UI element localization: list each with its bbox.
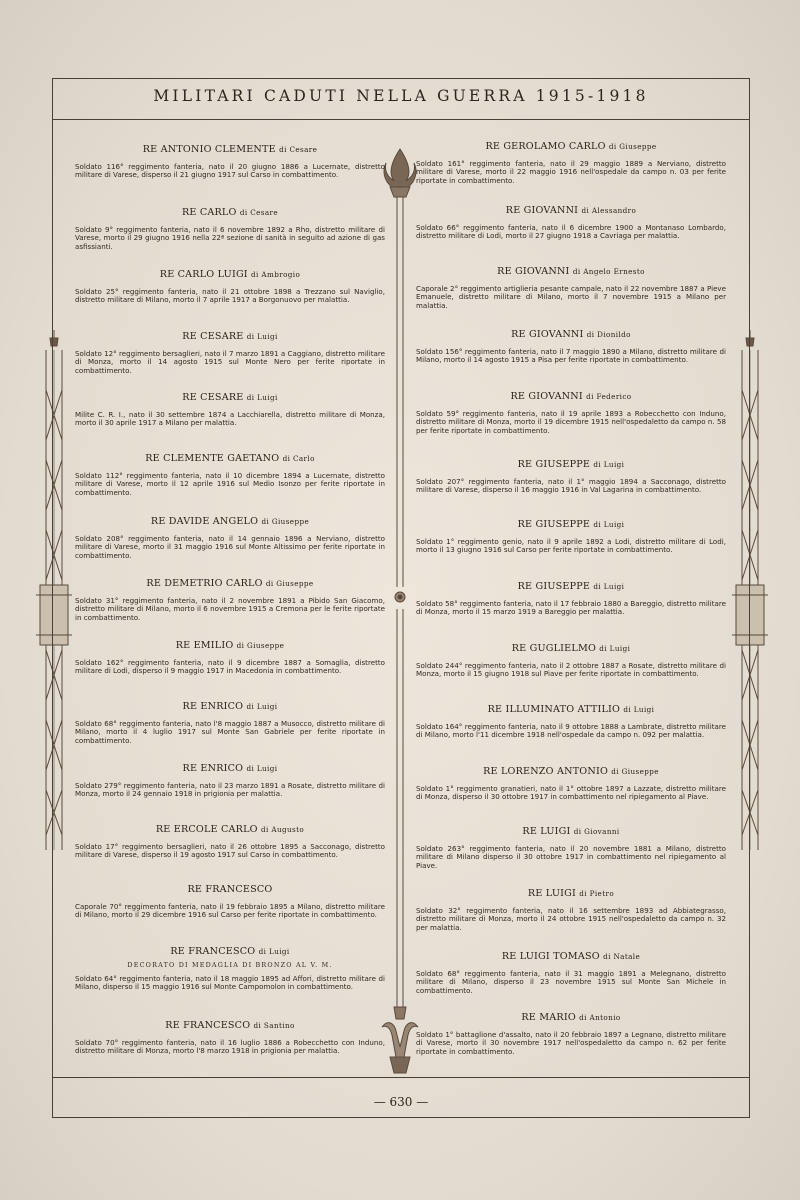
entry-name: RE GIUSEPPE di Luigi bbox=[517, 459, 625, 470]
entry-name: RE FRANCESCO di Santino bbox=[165, 1020, 295, 1031]
entry bbox=[75, 453, 385, 497]
entry bbox=[416, 643, 726, 679]
entry-name: RE CESARE di Luigi bbox=[182, 331, 278, 342]
entry bbox=[75, 701, 385, 745]
entry-name: RE GIOVANNI di Angelo Ernesto bbox=[497, 266, 645, 277]
entry-name: RE FRANCESCO di Luigi bbox=[170, 946, 290, 957]
entry-text: Soldato 32° reggimento fanteria, nato il 16 settembre 1893 ad Abbiategrasso, distretto militare di Monza, morto il 24 ottobre 1915 nell'ospedaletto da campo n. 32 per malattia. bbox=[416, 906, 726, 932]
entry-text: Caporale 70° reggimento fanteria, nato il 19 febbraio 1895 a Milano, distretto militare di Milano, morto il 29 dicembre 1916 sul Carso per ferite riportate in combattimento. bbox=[75, 902, 385, 920]
entry bbox=[75, 824, 385, 860]
page-number: — 630 — bbox=[373, 1095, 429, 1109]
entry-text: Soldato 162° reggimento fanteria, nato il 9 dicembre 1887 a Somaglia, distretto militare di Lodi, disperso il 9 maggio 1917 in Macedonia in combattimento. bbox=[75, 658, 385, 676]
entry-name: RE LORENZO ANTONIO di Giuseppe bbox=[483, 766, 659, 777]
entry-text: Soldato 64° reggimento fanteria, nato il 18 maggio 1895 ad Affori, distretto militare di Milano, disperso il 15 maggio 1916 sul Monte Campomolon in combattimento. bbox=[75, 974, 385, 992]
entry bbox=[75, 144, 385, 180]
entry-text: Soldato 17° reggimento bersaglieri, nato il 26 ottobre 1895 a Sacconago, distretto militare di Varese, disperso il 19 agosto 1917 sul Carso in combattimento. bbox=[75, 842, 385, 860]
entry-name: RE LUIGI di Pietro bbox=[527, 888, 615, 899]
entry bbox=[75, 640, 385, 676]
entry bbox=[75, 1020, 385, 1056]
entry bbox=[416, 951, 726, 995]
entry-name: RE EMILIO di Giuseppe bbox=[175, 640, 285, 651]
entry-text: Soldato 156° reggimento fanteria, nato il 7 maggio 1890 a Milano, distretto militare di Milano, morto il 14 agosto 1915 a Pisa per ferite riportate in combattimento. bbox=[416, 347, 726, 365]
entry-text: Soldato 66° reggimento fanteria, nato il 6 dicembre 1900 a Montanaso Lombardo, distretto militare di Lodi, morto il 27 giugno 1918 a Cavriaga per malattia. bbox=[416, 223, 726, 241]
entry-text: Soldato 244° reggimento fanteria, nato il 2 ottobre 1887 a Rosate, distretto militare di Monza, morto il 15 giugno 1918 sul Piave per ferite riportate in combattimento. bbox=[416, 661, 726, 679]
entry-text: Soldato 12° reggimento bersaglieri, nato il 7 marzo 1891 a Caggiano, distretto militare di Monza, morto il 14 agosto 1915 sul Monte Nero per ferite riportate in combattimento. bbox=[75, 349, 385, 375]
entry bbox=[416, 205, 726, 241]
entry-text: Soldato 1° battaglione d'assalto, nato il 20 febbraio 1897 a Legnano, distretto militare di Varese, morto il 30 novembre 1917 nell'ospedaletto da campo n. 62 per ferite riportate in combattimento. bbox=[416, 1030, 726, 1056]
entry bbox=[416, 766, 726, 802]
entry-name: RE GIOVANNI di Alessandro bbox=[505, 205, 637, 216]
entry-text: Soldato 263° reggimento fanteria, nato il 20 novembre 1881 a Milano, distretto militare di Milano disperso il 30 ottobre 1917 in combattimento nel ripiegamento al Piave. bbox=[416, 844, 726, 870]
entry-name: RE CLEMENTE GAETANO di Carlo bbox=[145, 453, 315, 464]
entry-name: RE DEMETRIO CARLO di Giuseppe bbox=[146, 578, 314, 589]
entry bbox=[416, 329, 726, 365]
entry-name: RE DAVIDE ANGELO di Giuseppe bbox=[150, 516, 310, 527]
entry bbox=[416, 141, 726, 185]
entry-text: Soldato 58° reggimento fanteria, nato il 17 febbraio 1880 a Bareggio, distretto militare di Monza, morto il 15 marzo 1919 a Bareggio per malattia. bbox=[416, 599, 726, 617]
entry-text: Soldato 279° reggimento fanteria, nato il 23 marzo 1891 a Rosate, distretto militare di Monza, morto il 24 gennaio 1918 in prigionia per malattia. bbox=[75, 781, 385, 799]
entry bbox=[416, 519, 726, 555]
entry-name: RE LUIGI TOMASO di Natale bbox=[501, 951, 641, 962]
entry-name: RE GIOVANNI di Dionildo bbox=[511, 329, 631, 340]
entry-text: Soldato 161° reggimento fanteria, nato il 29 maggio 1889 a Nerviano, distretto militare di Varese, morto il 22 maggio 1916 nell'ospedale da campo n. 03 per ferite riportate in combattimento. bbox=[416, 159, 726, 185]
entry-text: Soldato 208° reggimento fanteria, nato il 14 gennaio 1896 a Nerviano, distretto militare di Varese, morto il 31 maggio 1916 sul Monte Altissimo per ferite riportate in combattimento. bbox=[75, 534, 385, 560]
entry bbox=[75, 884, 385, 920]
entry bbox=[416, 888, 726, 932]
entry-text: Soldato 1° reggimento granatieri, nato il 1° ottobre 1897 a Lazzate, distretto militare di Monza, disperso il 30 ottobre 1917 in combattimento nel ripiegamento al Piave. bbox=[416, 784, 726, 802]
entry bbox=[416, 826, 726, 870]
entry bbox=[416, 1012, 726, 1056]
entry-name: RE LUIGI di Giovanni bbox=[522, 826, 620, 837]
entry-name: RE ANTONIO CLEMENTE di Cesare bbox=[142, 144, 318, 155]
entry-name: RE GIUSEPPE di Luigi bbox=[517, 581, 625, 592]
entry-text: Caporale 2° reggimento artiglieria pesante campale, nato il 22 novembre 1887 a Pieve Emanuele, distretto militare di Milano, morto il 7 novembre 1915 a Milano per malattia. bbox=[416, 284, 726, 310]
entry bbox=[416, 704, 726, 740]
entry-name: RE CARLO di Cesare bbox=[181, 207, 279, 218]
page-title: MILITARI CADUTI NELLA GUERRA 1915-1918 bbox=[153, 87, 649, 105]
entry bbox=[75, 392, 385, 428]
entry bbox=[75, 578, 385, 622]
entry-text: Soldato 9° reggimento fanteria, nato il 6 novembre 1892 a Rho, distretto militare di Varese, morto il 29 giugno 1916 nella 22ª sezione di sanità in seguito ad azione di gas asfissianti. bbox=[75, 225, 385, 251]
entry-text: Soldato 1° reggimento genio, nato il 9 aprile 1892 a Lodi, distretto militare di Lodi, morto il 13 giugno 1916 sul Carso per ferite riportate in combattimento. bbox=[416, 537, 726, 555]
entry-text: Soldato 164° reggimento fanteria, nato il 9 ottobre 1888 a Lambrate, distretto militare di Milano, morto l'11 dicembre 1918 nell'ospedale da campo n. 092 per malattia. bbox=[416, 722, 726, 740]
decoration-note: DECORATO DI MEDAGLIA DI BRONZO AL V. M. bbox=[127, 961, 333, 969]
entry-name: RE ILLUMINATO ATTILIO di Luigi bbox=[487, 704, 655, 715]
entry-text: Soldato 207° reggimento fanteria, nato il 1° maggio 1894 a Sacconago, distretto militare di Varese, disperso il 16 maggio 1916 in Val Lagarina in combattimento. bbox=[416, 477, 726, 495]
entry-name: RE GUGLIELMO di Luigi bbox=[511, 643, 631, 654]
entry-name: RE FRANCESCO bbox=[187, 884, 273, 895]
entry-text: Soldato 25° reggimento fanteria, nato il 21 ottobre 1898 a Trezzano sul Naviglio, distretto militare di Milano, morto il 7 aprile 1917 a Borgonuovo per malattia. bbox=[75, 287, 385, 305]
entry-name: RE ENRICO di Luigi bbox=[182, 763, 278, 774]
entry-text: Soldato 68° reggimento fanteria, nato l'8 maggio 1887 a Musocco, distretto militare di Milano, morto il 4 luglio 1917 sul Monte San Gabriele per ferite riportate in combattimento. bbox=[75, 719, 385, 745]
entry-text: Soldato 70° reggimento fanteria, nato il 16 luglio 1886 a Robecchetto con Induno, distretto militare di Monza, morto l'8 marzo 1918 in prigionia per malattia. bbox=[75, 1038, 385, 1056]
entry-name: RE GEROLAMO CARLO di Giuseppe bbox=[485, 141, 657, 152]
entry bbox=[75, 269, 385, 305]
entry-name: RE MARIO di Antonio bbox=[521, 1012, 621, 1023]
entry-text: Soldato 31° reggimento fanteria, nato il 2 novembre 1891 a Pibido San Giacomo, distretto militare di Milano, morto il 6 novembre 1915 a Cremona per le ferite riportate in combattimento. bbox=[75, 596, 385, 622]
entry-text: Soldato 116° reggimento fanteria, nato il 20 giugno 1886 a Lucernate, distretto militare di Varese, disperso il 21 giugno 1917 sul Carso in combattimento. bbox=[75, 162, 385, 180]
entry bbox=[75, 207, 385, 251]
entry-text: Soldato 59° reggimento fanteria, nato il 19 aprile 1893 a Robecchetto con Induno, distretto militare di Monza, morto il 19 dicembre 1915 nell'ospedaletto da campo n. 58 per ferite riportate in combattimento. bbox=[416, 409, 726, 435]
entry bbox=[75, 763, 385, 799]
entry bbox=[75, 331, 385, 375]
entry-name: RE ENRICO di Luigi bbox=[182, 701, 278, 712]
entry bbox=[75, 946, 385, 992]
entry bbox=[75, 516, 385, 560]
entry-name: RE ERCOLE CARLO di Augusto bbox=[155, 824, 305, 835]
entry-name: RE GIOVANNI di Federico bbox=[510, 391, 632, 402]
entry bbox=[416, 581, 726, 617]
title-bar bbox=[53, 79, 749, 120]
entry bbox=[416, 391, 726, 435]
entry bbox=[416, 266, 726, 310]
entry-name: RE CARLO LUIGI di Ambrogio bbox=[159, 269, 301, 280]
entry-text: Soldato 112° reggimento fanteria, nato il 10 dicembre 1894 a Lucernate, distretto militare di Varese, morto il 12 aprile 1916 sul Medio Isonzo per ferite riportate in combattimento. bbox=[75, 471, 385, 497]
footer-rule bbox=[53, 1077, 749, 1078]
entry-name: RE GIUSEPPE di Luigi bbox=[517, 519, 625, 530]
entry-text: Soldato 68° reggimento fanteria, nato il 31 maggio 1891 a Melegnano, distretto militare di Milano, disperso il 23 novembre 1915 sul Monte San Michele in combattimento. bbox=[416, 969, 726, 995]
entry bbox=[416, 459, 726, 495]
entry-name: RE CESARE di Luigi bbox=[182, 392, 278, 403]
entry-text: Milite C. R. I., nato il 30 settembre 1874 a Lacchiarella, distretto militare di Monza, morto il 30 aprile 1917 a Milano per malattia. bbox=[75, 410, 385, 428]
